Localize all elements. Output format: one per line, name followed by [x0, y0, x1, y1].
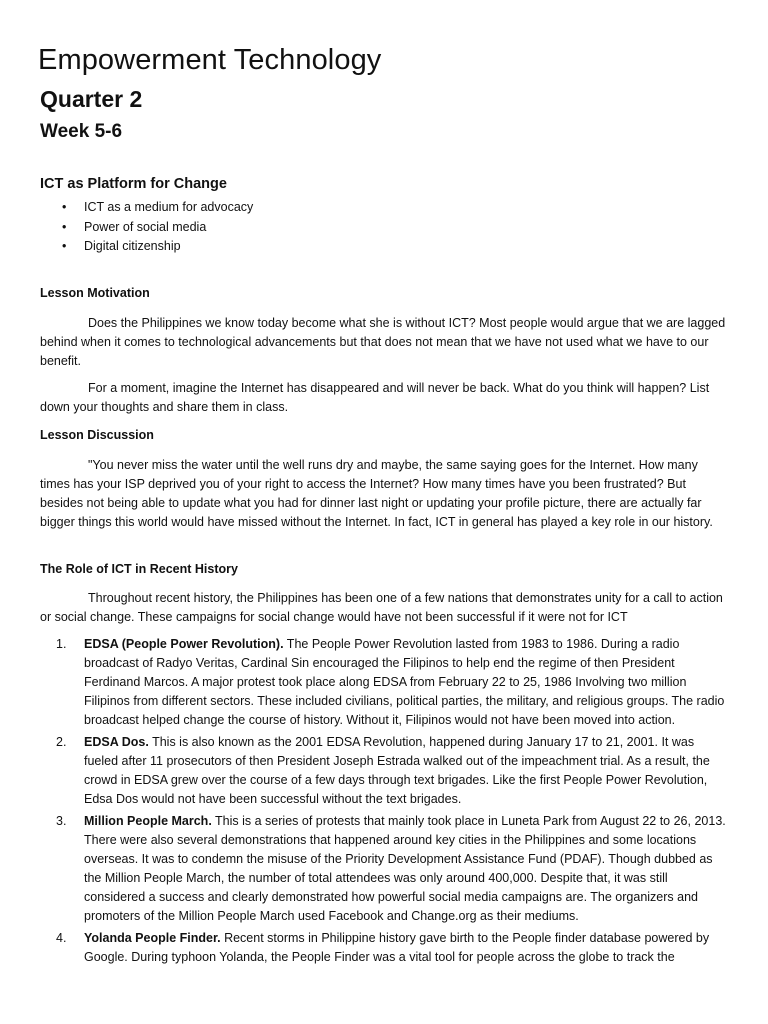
list-item: [62, 198, 253, 218]
motivation-paragraph-1: Does the Philippines we know today become what she is without ICT? Most people would argue that we are lagged behind when it comes to technological advancements but that does not mean that we have not used what we have to our benefit.: [40, 316, 726, 368]
bullet-icon: •: [62, 219, 67, 234]
lesson-discussion-label: Lesson Discussion: [40, 428, 154, 442]
list-number: 4.: [56, 931, 67, 945]
motivation-paragraph-2: For a moment, imagine the Internet has disappeared and will never be back. What do you think will happen? List down your thoughts and share them in class.: [40, 381, 710, 414]
item-text: The People Power Revolution lasted from 1983 to 1986. During a radio broadcast of Radyo Veritas, Cardinal Sin encouraged the Filipinos to help end the regime of then President Ferdinand Marcos. A major protest took place along EDSA from February 22 to 25, 1986 Involving two million Filipinos from different sectors. These included civilians, political parties, the military, and religious groups. The radio broadcast helped change the course of history. Without it, Filipinos would not have been moved into action.: [84, 637, 725, 727]
list-number: 2.: [56, 735, 67, 749]
item-text: Recent storms in Philippine history gave birth to the People finder database powered by Google. During typhoon Yolanda, the People Finder was a vital tool for people across the globe to track the: [84, 931, 710, 964]
topic-bullet-list: [62, 198, 253, 257]
list-number: 3.: [56, 814, 67, 828]
list-item: [56, 812, 728, 926]
item-title: Yolanda People Finder.: [84, 931, 221, 945]
document-week: Week 5-6: [40, 121, 123, 142]
section-heading: ICT as Platform for Change: [40, 176, 227, 192]
role-of-ict-label: The Role of ICT in Recent History: [40, 562, 238, 576]
bullet-text: Power of social media: [84, 219, 207, 234]
discussion-paragraph: "You never miss the water until the well runs dry and maybe, the same saying goes for the Internet. How many times has your ISP deprived you of your right to access the Internet? How many times have you been frustrated? But besides not being able to update what you had for dinner last night or updating your profile picture, there are actually far bigger things this world would have missed without the Internet. In fact, ICT in general has played a key role in our history.: [40, 458, 713, 529]
list-item: [62, 237, 253, 257]
role-of-ict-paragraph: Throughout recent history, the Philippines has been one of a few nations that demonstrates unity for a call to action or social change. These campaigns for social change would have not been successful if it were not for ICT: [40, 591, 723, 624]
list-item: [56, 733, 728, 809]
item-title: EDSA Dos.: [84, 735, 149, 749]
bullet-text: ICT as a medium for advocacy: [84, 200, 254, 214]
lesson-motivation-label: Lesson Motivation: [40, 286, 150, 300]
list-item: [56, 635, 728, 730]
document-subtitle: Quarter 2: [40, 86, 143, 112]
bullet-icon: •: [62, 239, 67, 253]
bullet-text: Digital citizenship: [84, 239, 181, 253]
document-title: Empowerment Technology: [38, 44, 382, 76]
list-number: 1.: [56, 637, 67, 651]
item-title: EDSA (People Power Revolution).: [84, 637, 284, 651]
list-item: [62, 218, 253, 238]
item-text: This is also known as the 2001 EDSA Revolution, happened during January 17 to 21, 2001. It was fueled after 11 prosecutors of then President Joseph Estrada walked out of the impeachment trial. As a result, the crowd in EDSA grew over the course of a few days through text brigades. Like the first People Power Revolution, Edsa Dos would not have been successful without the text brigades.: [84, 735, 710, 806]
item-text: This is a series of protests that mainly took place in Luneta Park from August 22 to 26, 2013. There were also several demonstrations that happened around key cities in the Philippines and some locations overseas. It was to condemn the misuse of the Priority Development Assistance Fund (PDAF). Though dubbed as the Million People March, the number of total attendees was only around 400,000. Despite that, it was still considered a success and clearly demonstrated how powerful social media campaigns are. The organizers and promoters of the Million People March used Facebook and Change.org as their mediums.: [84, 814, 726, 923]
bullet-icon: •: [62, 200, 67, 214]
item-title: Million People March.: [84, 814, 212, 828]
list-item: [56, 929, 728, 967]
history-numbered-list: [56, 635, 728, 970]
